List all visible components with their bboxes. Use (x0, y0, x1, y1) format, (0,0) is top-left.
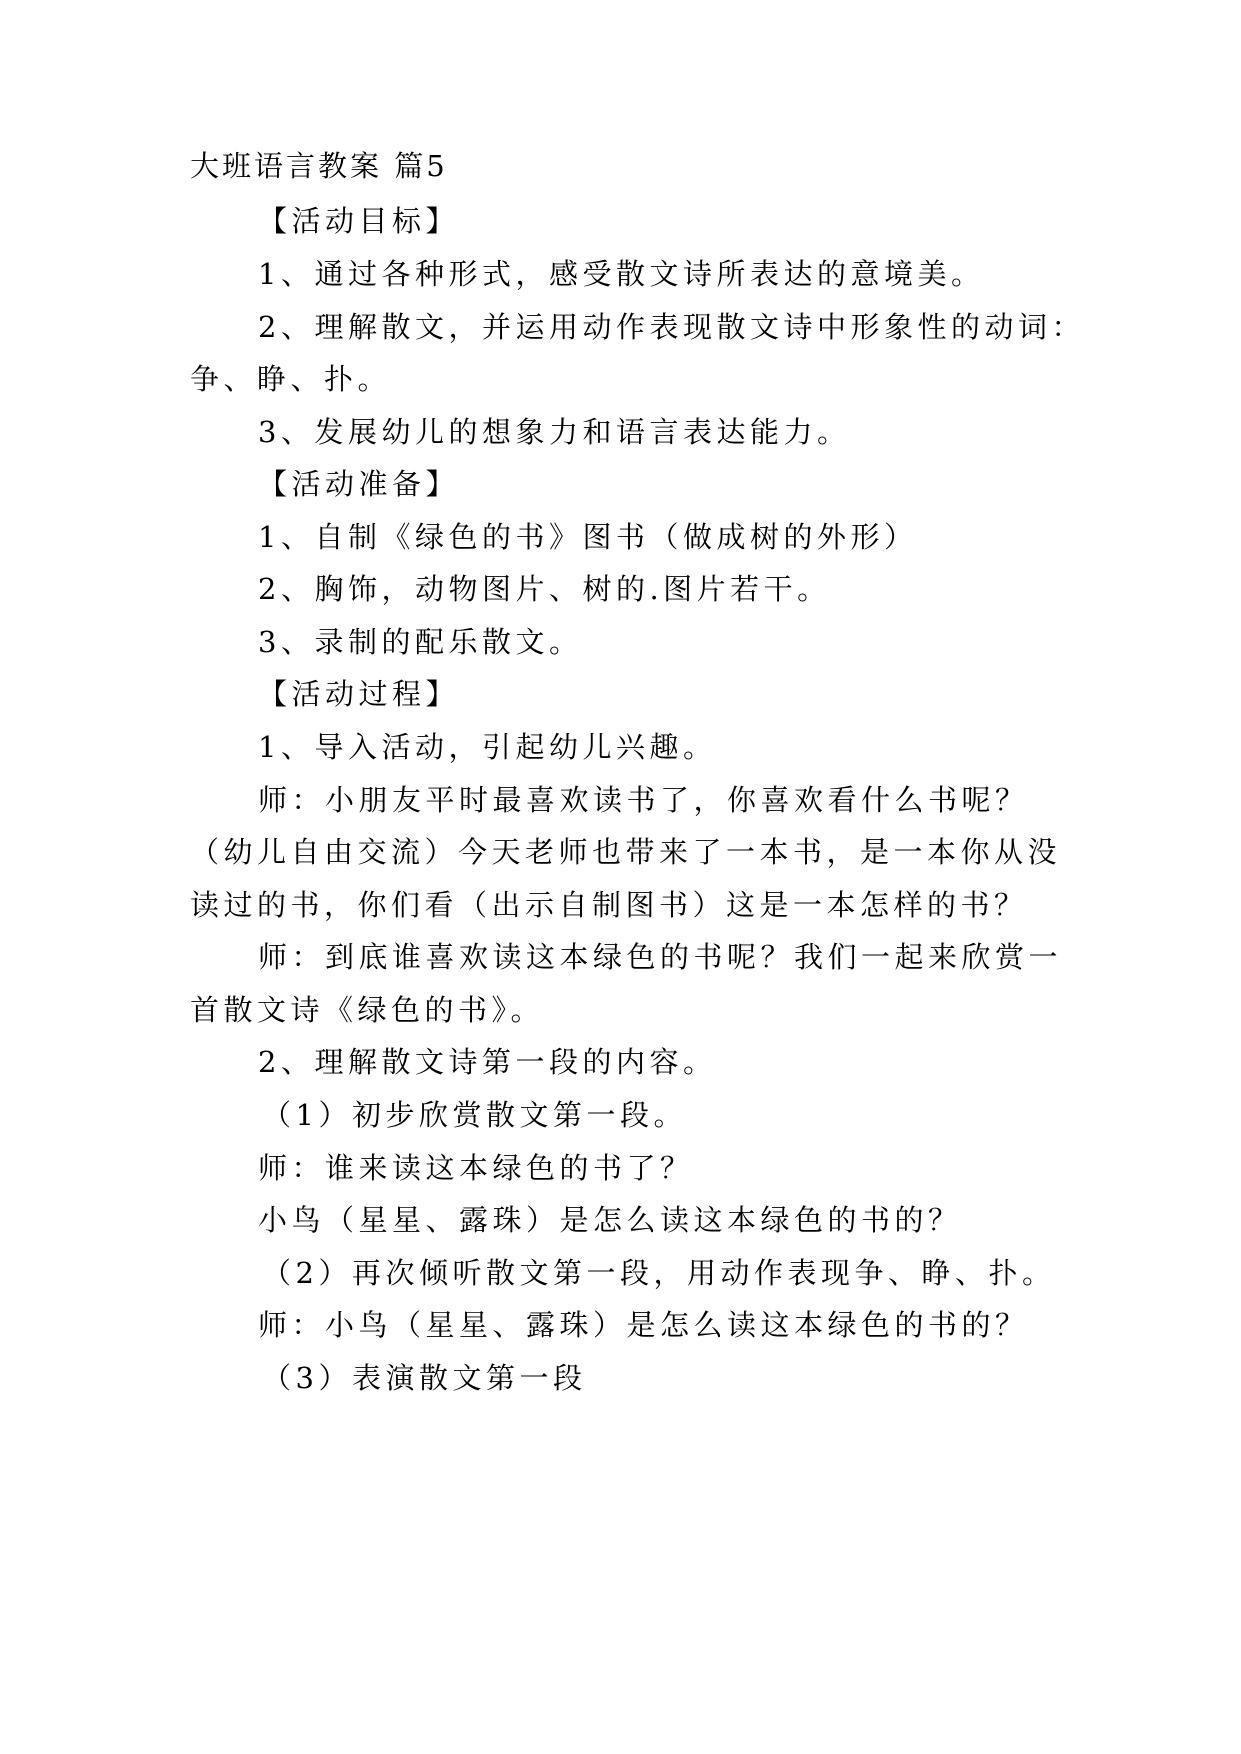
paragraph-line: 2、理解散文，并运用动作表现散文诗中形象性的动词： (258, 310, 1085, 344)
section-heading-goals: 【活动目标】 (258, 204, 460, 238)
paragraph-line: 3、发展幼儿的想象力和语言表达能力。 (258, 415, 851, 449)
paragraph-line: 1、通过各种形式，感受散文诗所表达的意境美。 (258, 257, 985, 291)
paragraph-line: 1、导入活动，引起幼儿兴趣。 (258, 730, 717, 764)
paragraph-line: 读过的书，你们看（出示自制图书）这是一本怎样的书？ (190, 888, 1028, 922)
paragraph-line: 首散文诗《绿色的书》。 (190, 993, 545, 1027)
paragraph-line: 师：小朋友平时最喜欢读书了，你喜欢看什么书呢？ (258, 783, 1029, 817)
section-heading-process: 【活动过程】 (258, 677, 460, 711)
paragraph-line: （1）初步欣赏散文第一段。 (262, 1098, 687, 1132)
paragraph-line: （幼儿自由交流）今天老师也带来了一本书，是一本你从没 (190, 835, 1062, 869)
paragraph-line: （3）表演散文第一段 (262, 1361, 587, 1395)
section-heading-preparation: 【活动准备】 (258, 467, 460, 501)
paragraph-line: （2）再次倾听散文第一段，用动作表现争、睁、扑。 (262, 1256, 1056, 1290)
paragraph-line: 师：谁来读这本绿色的书了？ (258, 1151, 694, 1185)
paragraph-line: 3、录制的配乐散文。 (258, 625, 583, 659)
paragraph-line: 小鸟（星星、露珠）是怎么读这本绿色的书的？ (258, 1203, 962, 1237)
paragraph-line: 1、自制《绿色的书》图书（做成树的外形） (258, 520, 918, 554)
paragraph-line: 2、理解散文诗第一段的内容。 (258, 1045, 717, 1079)
paragraph-line: 2、胸饰，动物图片、树的.图片若干。 (258, 572, 831, 606)
paragraph-line: 争、睁、扑。 (190, 362, 392, 396)
document-title: 大班语言教案 篇5 (190, 149, 448, 183)
paragraph-line: 师：小鸟（星星、露珠）是怎么读这本绿色的书的？ (258, 1308, 1029, 1342)
paragraph-line: 师：到底谁喜欢读这本绿色的书呢？我们一起来欣赏一 (258, 940, 1063, 974)
